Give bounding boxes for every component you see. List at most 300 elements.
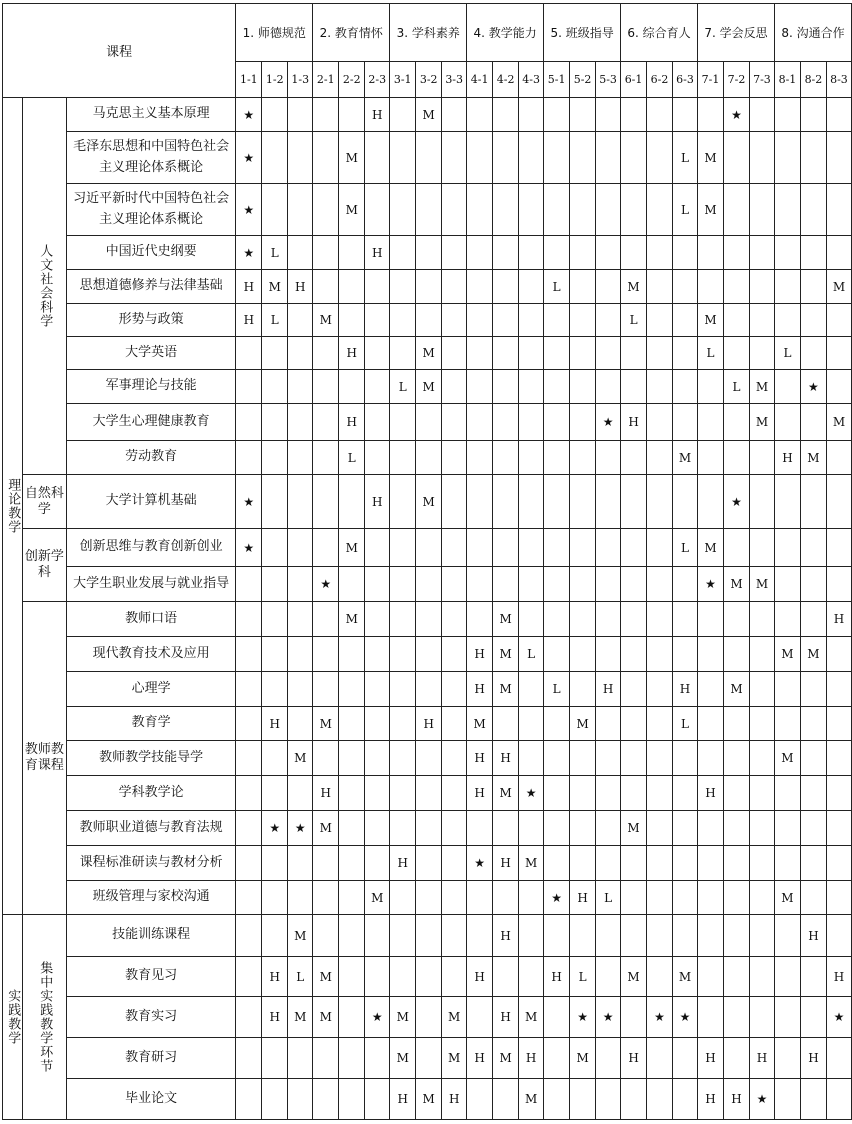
section-label-text: 实践教学: [5, 989, 21, 1045]
support-level-cell: [673, 1079, 698, 1120]
support-level-cell: [698, 741, 724, 776]
support-level-cell: [313, 846, 339, 881]
support-level-cell: [262, 776, 288, 811]
support-level-cell: [698, 637, 724, 672]
support-level-cell: [390, 672, 416, 707]
support-level-cell: H: [774, 441, 800, 475]
support-level-cell: [826, 529, 851, 567]
competency-subheader: 3-3: [442, 62, 467, 98]
support-level-cell: M: [774, 741, 800, 776]
support-level-cell: L: [544, 270, 570, 304]
support-level-cell: [596, 184, 621, 236]
support-level-cell: [442, 741, 467, 776]
support-level-cell: [339, 370, 365, 404]
support-level-cell: [313, 441, 339, 475]
competency-subheader: 1-3: [288, 62, 313, 98]
support-level-cell: M: [365, 881, 390, 915]
support-level-cell: [800, 957, 826, 997]
support-level-cell: H: [570, 881, 596, 915]
course-name: 教育实习: [66, 997, 235, 1038]
support-level-cell: [313, 741, 339, 776]
support-level-cell: [288, 236, 313, 270]
support-level-cell: M: [416, 475, 442, 529]
support-level-cell: [339, 915, 365, 957]
table-row: [3, 567, 852, 602]
support-level-cell: ★: [365, 997, 390, 1038]
support-level-cell: M: [416, 98, 442, 132]
support-level-cell: [749, 811, 774, 846]
support-level-cell: M: [442, 1038, 467, 1079]
category-label: [22, 475, 66, 529]
support-level-cell: H: [365, 475, 390, 529]
support-level-cell: [442, 567, 467, 602]
support-level-cell: H: [698, 776, 724, 811]
support-level-cell: [826, 915, 851, 957]
support-level-cell: [519, 602, 544, 637]
support-level-cell: [262, 404, 288, 441]
support-level-cell: [262, 98, 288, 132]
support-level-cell: [826, 776, 851, 811]
table-row: [3, 98, 852, 132]
table-row: [3, 881, 852, 915]
support-level-cell: M: [519, 997, 544, 1038]
support-level-cell: [262, 370, 288, 404]
support-level-cell: ★: [467, 846, 493, 881]
support-level-cell: [519, 707, 544, 741]
support-level-cell: [749, 846, 774, 881]
support-level-cell: [596, 441, 621, 475]
support-level-cell: M: [288, 915, 313, 957]
support-level-cell: [544, 811, 570, 846]
support-level-cell: [313, 637, 339, 672]
support-level-cell: [647, 637, 673, 672]
support-level-cell: [442, 132, 467, 184]
course-name: 大学英语: [66, 337, 235, 370]
support-level-cell: L: [673, 529, 698, 567]
support-level-cell: H: [236, 270, 262, 304]
support-level-cell: [365, 1038, 390, 1079]
support-level-cell: [698, 475, 724, 529]
support-level-cell: [570, 370, 596, 404]
support-level-cell: ★: [596, 997, 621, 1038]
support-level-cell: [621, 370, 647, 404]
support-level-cell: [390, 132, 416, 184]
support-level-cell: [570, 602, 596, 637]
support-level-cell: [313, 602, 339, 637]
support-level-cell: [800, 997, 826, 1038]
support-level-cell: [826, 741, 851, 776]
support-level-cell: [236, 707, 262, 741]
support-level-cell: M: [698, 529, 724, 567]
support-level-cell: [596, 915, 621, 957]
support-level-cell: [442, 304, 467, 337]
support-level-cell: [800, 337, 826, 370]
support-level-cell: [493, 881, 519, 915]
support-level-cell: [800, 741, 826, 776]
support-level-cell: H: [800, 915, 826, 957]
support-level-cell: [723, 637, 749, 672]
support-level-cell: [493, 475, 519, 529]
support-level-cell: [493, 184, 519, 236]
support-level-cell: [647, 404, 673, 441]
support-level-cell: [544, 236, 570, 270]
support-level-cell: M: [698, 132, 724, 184]
support-level-cell: [467, 132, 493, 184]
support-level-cell: [698, 602, 724, 637]
support-level-cell: [544, 741, 570, 776]
support-level-cell: [723, 776, 749, 811]
competency-subheader: 2-1: [313, 62, 339, 98]
support-level-cell: [647, 957, 673, 997]
support-level-cell: [749, 881, 774, 915]
support-level-cell: [723, 404, 749, 441]
support-level-cell: [339, 304, 365, 337]
support-level-cell: [826, 1038, 851, 1079]
support-level-cell: [339, 236, 365, 270]
competency-group-header: 1. 师德规范: [236, 4, 313, 62]
support-level-cell: [621, 529, 647, 567]
support-level-cell: [570, 776, 596, 811]
support-level-cell: [698, 370, 724, 404]
competency-subheader: 7-2: [723, 62, 749, 98]
support-level-cell: [647, 304, 673, 337]
support-level-cell: [596, 567, 621, 602]
support-level-cell: [774, 475, 800, 529]
support-level-cell: [800, 132, 826, 184]
support-level-cell: [749, 529, 774, 567]
support-level-cell: [519, 672, 544, 707]
support-level-cell: H: [313, 776, 339, 811]
support-level-cell: M: [749, 370, 774, 404]
support-level-cell: H: [467, 741, 493, 776]
support-level-cell: [467, 602, 493, 637]
support-level-cell: [596, 741, 621, 776]
support-level-cell: [698, 881, 724, 915]
support-level-cell: [519, 741, 544, 776]
support-level-cell: [800, 707, 826, 741]
support-level-cell: [288, 370, 313, 404]
support-level-cell: [774, 304, 800, 337]
support-level-cell: [621, 475, 647, 529]
support-level-cell: [826, 98, 851, 132]
course-name: 大学计算机基础: [66, 475, 235, 529]
support-level-cell: [519, 236, 544, 270]
support-level-cell: M: [339, 602, 365, 637]
support-level-cell: [442, 846, 467, 881]
support-level-cell: [519, 915, 544, 957]
support-level-cell: [442, 475, 467, 529]
support-level-cell: ★: [723, 475, 749, 529]
category-label: [22, 98, 66, 475]
support-level-cell: [749, 997, 774, 1038]
support-level-cell: [519, 337, 544, 370]
table-row: [3, 441, 852, 475]
support-level-cell: L: [774, 337, 800, 370]
support-level-cell: [493, 270, 519, 304]
competency-subheader: 5-1: [544, 62, 570, 98]
support-level-cell: M: [288, 997, 313, 1038]
table-row: [3, 602, 852, 637]
support-level-cell: [596, 957, 621, 997]
support-level-cell: [467, 98, 493, 132]
support-level-cell: [416, 184, 442, 236]
course-name: 现代教育技术及应用: [66, 637, 235, 672]
support-level-cell: [673, 881, 698, 915]
support-level-cell: [442, 236, 467, 270]
support-level-cell: [236, 567, 262, 602]
support-level-cell: [493, 304, 519, 337]
support-level-cell: [723, 132, 749, 184]
support-level-cell: ★: [800, 370, 826, 404]
support-level-cell: [416, 776, 442, 811]
support-level-cell: [647, 881, 673, 915]
support-level-cell: [288, 304, 313, 337]
support-level-cell: M: [493, 672, 519, 707]
support-level-cell: [519, 98, 544, 132]
support-level-cell: [339, 1038, 365, 1079]
support-level-cell: [442, 602, 467, 637]
support-level-cell: M: [698, 184, 724, 236]
support-level-cell: [621, 707, 647, 741]
support-level-cell: [647, 707, 673, 741]
support-level-cell: M: [493, 776, 519, 811]
support-level-cell: [800, 236, 826, 270]
support-level-cell: [519, 304, 544, 337]
support-level-cell: [826, 304, 851, 337]
table-row: [3, 672, 852, 707]
support-level-cell: [723, 915, 749, 957]
competency-subheader: 1-2: [262, 62, 288, 98]
support-level-cell: [673, 337, 698, 370]
support-level-cell: M: [749, 404, 774, 441]
support-level-cell: [416, 637, 442, 672]
support-level-cell: H: [698, 1038, 724, 1079]
competency-subheader: 4-2: [493, 62, 519, 98]
support-level-cell: [313, 672, 339, 707]
support-level-cell: [774, 1038, 800, 1079]
support-level-cell: [467, 915, 493, 957]
support-level-cell: [800, 846, 826, 881]
support-level-cell: M: [774, 881, 800, 915]
support-level-cell: [365, 915, 390, 957]
support-level-cell: [749, 637, 774, 672]
support-level-cell: [698, 811, 724, 846]
support-level-cell: [493, 337, 519, 370]
support-level-cell: [416, 304, 442, 337]
competency-subheader: 7-3: [749, 62, 774, 98]
support-level-cell: [313, 132, 339, 184]
support-level-cell: [570, 672, 596, 707]
support-level-cell: [544, 997, 570, 1038]
support-level-cell: M: [313, 997, 339, 1038]
support-level-cell: [236, 441, 262, 475]
support-level-cell: [673, 270, 698, 304]
support-level-cell: ★: [647, 997, 673, 1038]
support-level-cell: [800, 404, 826, 441]
support-level-cell: [262, 602, 288, 637]
support-level-cell: [519, 811, 544, 846]
support-level-cell: [390, 304, 416, 337]
support-level-cell: L: [570, 957, 596, 997]
support-level-cell: H: [339, 337, 365, 370]
support-level-cell: [442, 707, 467, 741]
competency-group-header: 3. 学科素养: [390, 4, 467, 62]
support-level-cell: M: [416, 370, 442, 404]
support-level-cell: [313, 881, 339, 915]
support-level-cell: [826, 881, 851, 915]
category-label-text: 集中实践教学环节: [37, 961, 53, 1073]
support-level-cell: ★: [236, 236, 262, 270]
support-level-cell: [723, 184, 749, 236]
category-label-text: 创新学科: [24, 549, 64, 580]
support-level-cell: M: [519, 1079, 544, 1120]
support-level-cell: [774, 132, 800, 184]
support-level-cell: [826, 846, 851, 881]
support-level-cell: [749, 475, 774, 529]
support-level-cell: [749, 132, 774, 184]
support-level-cell: [544, 132, 570, 184]
support-level-cell: [262, 915, 288, 957]
support-level-cell: H: [365, 236, 390, 270]
support-level-cell: [416, 132, 442, 184]
support-level-cell: [442, 957, 467, 997]
table-row: [3, 184, 852, 236]
support-level-cell: [647, 1038, 673, 1079]
support-level-cell: [749, 98, 774, 132]
support-level-cell: [723, 1038, 749, 1079]
support-level-cell: ★: [673, 997, 698, 1038]
support-level-cell: [339, 846, 365, 881]
support-level-cell: [365, 567, 390, 602]
support-level-cell: [442, 881, 467, 915]
support-level-cell: [723, 741, 749, 776]
support-level-cell: M: [313, 707, 339, 741]
support-level-cell: [313, 404, 339, 441]
competency-group-header: 5. 班级指导: [544, 4, 621, 62]
support-level-cell: [288, 637, 313, 672]
support-level-cell: L: [673, 707, 698, 741]
support-level-cell: [647, 98, 673, 132]
competency-group-header: 6. 综合育人: [621, 4, 698, 62]
support-level-cell: [442, 915, 467, 957]
course-name: 教师教学技能导学: [66, 741, 235, 776]
support-level-cell: [544, 567, 570, 602]
support-level-cell: [774, 567, 800, 602]
support-level-cell: M: [826, 404, 851, 441]
competency-subheader: 8-2: [800, 62, 826, 98]
support-level-cell: [416, 997, 442, 1038]
competency-group-header: 7. 学会反思: [698, 4, 775, 62]
support-level-cell: [339, 811, 365, 846]
support-level-cell: [519, 957, 544, 997]
support-level-cell: [723, 811, 749, 846]
support-level-cell: [467, 441, 493, 475]
support-level-cell: M: [621, 957, 647, 997]
support-level-cell: [365, 846, 390, 881]
course-name: 班级管理与家校沟通: [66, 881, 235, 915]
support-level-cell: [621, 1079, 647, 1120]
support-level-cell: [442, 98, 467, 132]
support-level-cell: H: [493, 997, 519, 1038]
support-level-cell: H: [673, 672, 698, 707]
support-level-cell: [288, 404, 313, 441]
support-level-cell: [749, 957, 774, 997]
support-level-cell: [262, 846, 288, 881]
support-level-cell: [621, 881, 647, 915]
support-level-cell: [647, 529, 673, 567]
support-level-cell: [621, 337, 647, 370]
support-level-cell: [544, 602, 570, 637]
support-level-cell: M: [673, 957, 698, 997]
support-level-cell: M: [467, 707, 493, 741]
support-level-cell: [749, 672, 774, 707]
support-level-cell: H: [698, 1079, 724, 1120]
support-level-cell: L: [288, 957, 313, 997]
support-level-cell: [236, 404, 262, 441]
support-level-cell: H: [826, 602, 851, 637]
support-level-cell: [596, 811, 621, 846]
support-level-cell: H: [416, 707, 442, 741]
support-level-cell: [544, 98, 570, 132]
support-level-cell: [544, 441, 570, 475]
support-level-cell: [544, 184, 570, 236]
support-level-cell: L: [596, 881, 621, 915]
support-level-cell: [749, 741, 774, 776]
support-level-cell: [390, 337, 416, 370]
support-level-cell: M: [313, 304, 339, 337]
support-level-cell: [621, 741, 647, 776]
support-level-cell: M: [339, 529, 365, 567]
support-level-cell: [288, 881, 313, 915]
support-level-cell: [416, 270, 442, 304]
support-level-cell: [698, 404, 724, 441]
support-level-cell: [416, 529, 442, 567]
support-level-cell: [467, 529, 493, 567]
support-level-cell: [647, 1079, 673, 1120]
support-level-cell: [313, 236, 339, 270]
table-row: [3, 236, 852, 270]
support-level-cell: [596, 1079, 621, 1120]
support-level-cell: M: [442, 997, 467, 1038]
support-level-cell: [390, 637, 416, 672]
support-level-cell: [493, 567, 519, 602]
support-level-cell: [570, 567, 596, 602]
support-level-cell: [390, 957, 416, 997]
support-level-cell: [800, 270, 826, 304]
support-level-cell: [596, 602, 621, 637]
support-level-cell: [288, 184, 313, 236]
support-level-cell: M: [774, 637, 800, 672]
support-level-cell: [288, 529, 313, 567]
category-label-text: 教师教育课程: [24, 742, 64, 773]
support-level-cell: [570, 270, 596, 304]
support-level-cell: [800, 1079, 826, 1120]
support-level-cell: M: [723, 567, 749, 602]
support-level-cell: [698, 236, 724, 270]
support-level-cell: H: [621, 1038, 647, 1079]
course-name: 大学生职业发展与就业指导: [66, 567, 235, 602]
course-name: 毕业论文: [66, 1079, 235, 1120]
support-level-cell: H: [749, 1038, 774, 1079]
table-row: [3, 1079, 852, 1120]
course-name: 教育研习: [66, 1038, 235, 1079]
support-level-cell: [673, 637, 698, 672]
support-level-cell: [236, 776, 262, 811]
support-level-cell: [288, 1038, 313, 1079]
support-level-cell: [262, 741, 288, 776]
support-level-cell: [647, 811, 673, 846]
support-level-cell: [647, 915, 673, 957]
